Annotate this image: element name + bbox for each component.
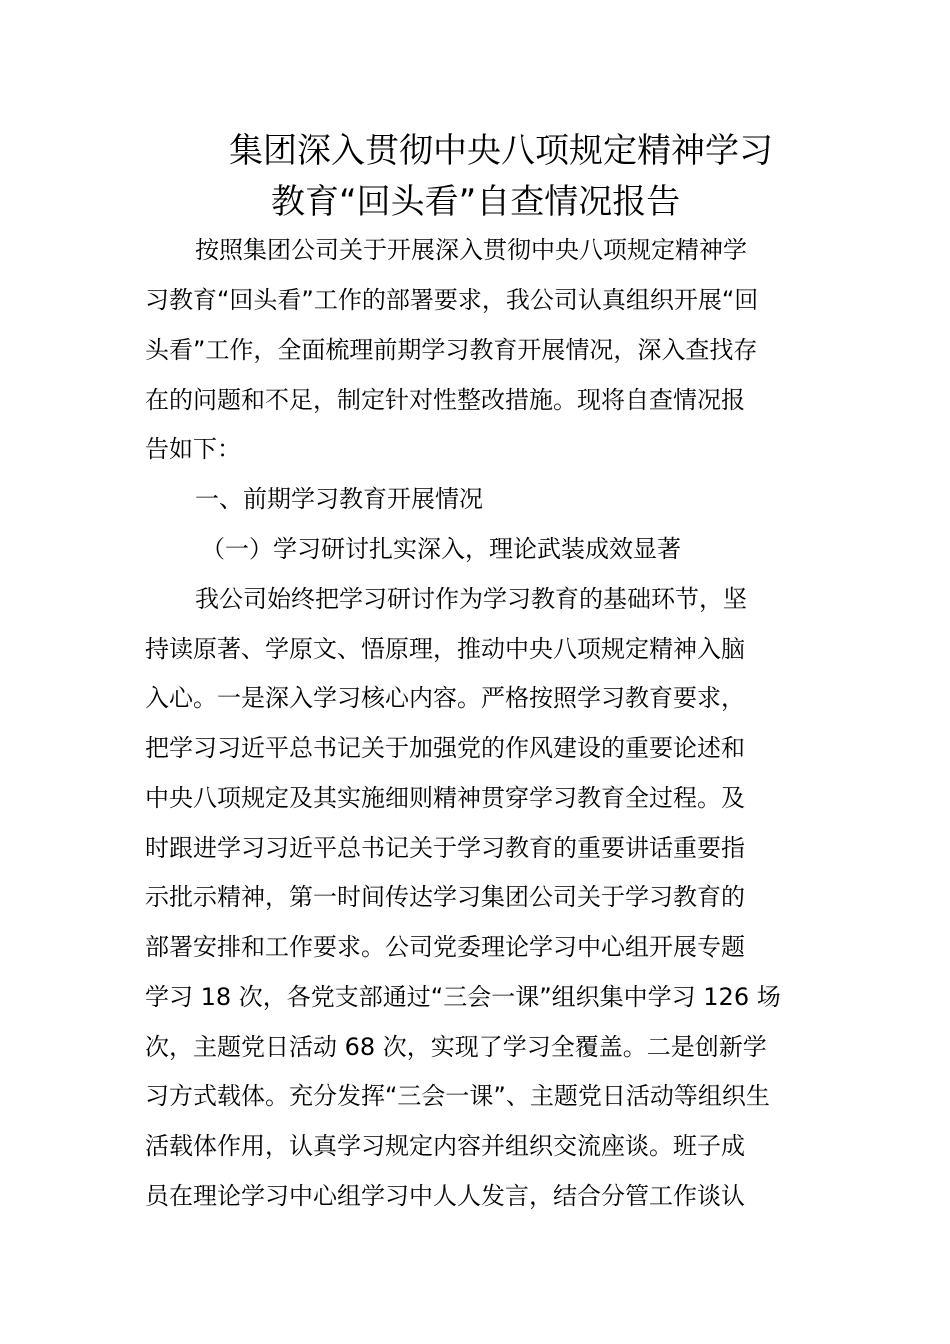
body-line-15: 部署安排和工作要求。公司党委理论学习中心组开展专题: [145, 933, 745, 961]
body-line-10: 入心。一是深入学习核心内容。严格按照学习教育要求，: [145, 684, 745, 712]
body-line-17: 次，主题党日活动 68 次，实现了学习全覆盖。二是创新学: [145, 1033, 767, 1061]
body-line-11: 把学习习近平总书记关于加强党的作风建设的重要论述和: [145, 734, 745, 762]
body-line-1: 按照集团公司关于开展深入贯彻中央八项规定精神学: [195, 236, 747, 264]
section-heading: 一、前期学习教育开展情况: [195, 485, 483, 513]
body-line-12: 中央八项规定及其实施细则精神贯穿学习教育全过程。及: [145, 784, 745, 812]
title-line-1: 集团深入贯彻中央八项规定精神学习: [229, 131, 773, 171]
body-line-20: 员在理论学习中心组学习中人人发言，结合分管工作谈认: [145, 1182, 745, 1210]
body-line-13: 时跟进学习习近平总书记关于学习教育的重要讲话重要指: [145, 834, 745, 862]
body-line-4: 在的问题和不足，制定针对性整改措施。现将自查情况报: [145, 386, 745, 414]
title-line-2: 教育“回头看”自查情况报告: [271, 182, 681, 222]
body-line-18: 习方式载体。充分发挥“三会一课”、主题党日活动等组织生: [145, 1082, 770, 1110]
body-line-2: 习教育“回头看”工作的部署要求，我公司认真组织开展“回: [145, 286, 759, 314]
subsection-heading: （一）学习研讨扎实深入，理论武装成效显著: [201, 535, 681, 563]
body-line-19: 活载体作用，认真学习规定内容并组织交流座谈。班子成: [145, 1132, 745, 1160]
body-line-14: 示批示精神，第一时间传达学习集团公司关于学习教育的: [145, 883, 745, 911]
body-line-3: 头看”工作，全面梳理前期学习教育开展情况，深入查找存: [145, 336, 758, 364]
body-line-5: 告如下：: [145, 435, 241, 463]
body-line-9: 持读原著、学原文、悟原理，推动中央八项规定精神入脑: [145, 635, 745, 663]
body-line-8: 我公司始终把学习研讨作为学习教育的基础环节，坚: [195, 585, 747, 613]
body-line-16: 学习 18 次，各党支部通过“三会一课”组织集中学习 126 场: [145, 983, 781, 1011]
